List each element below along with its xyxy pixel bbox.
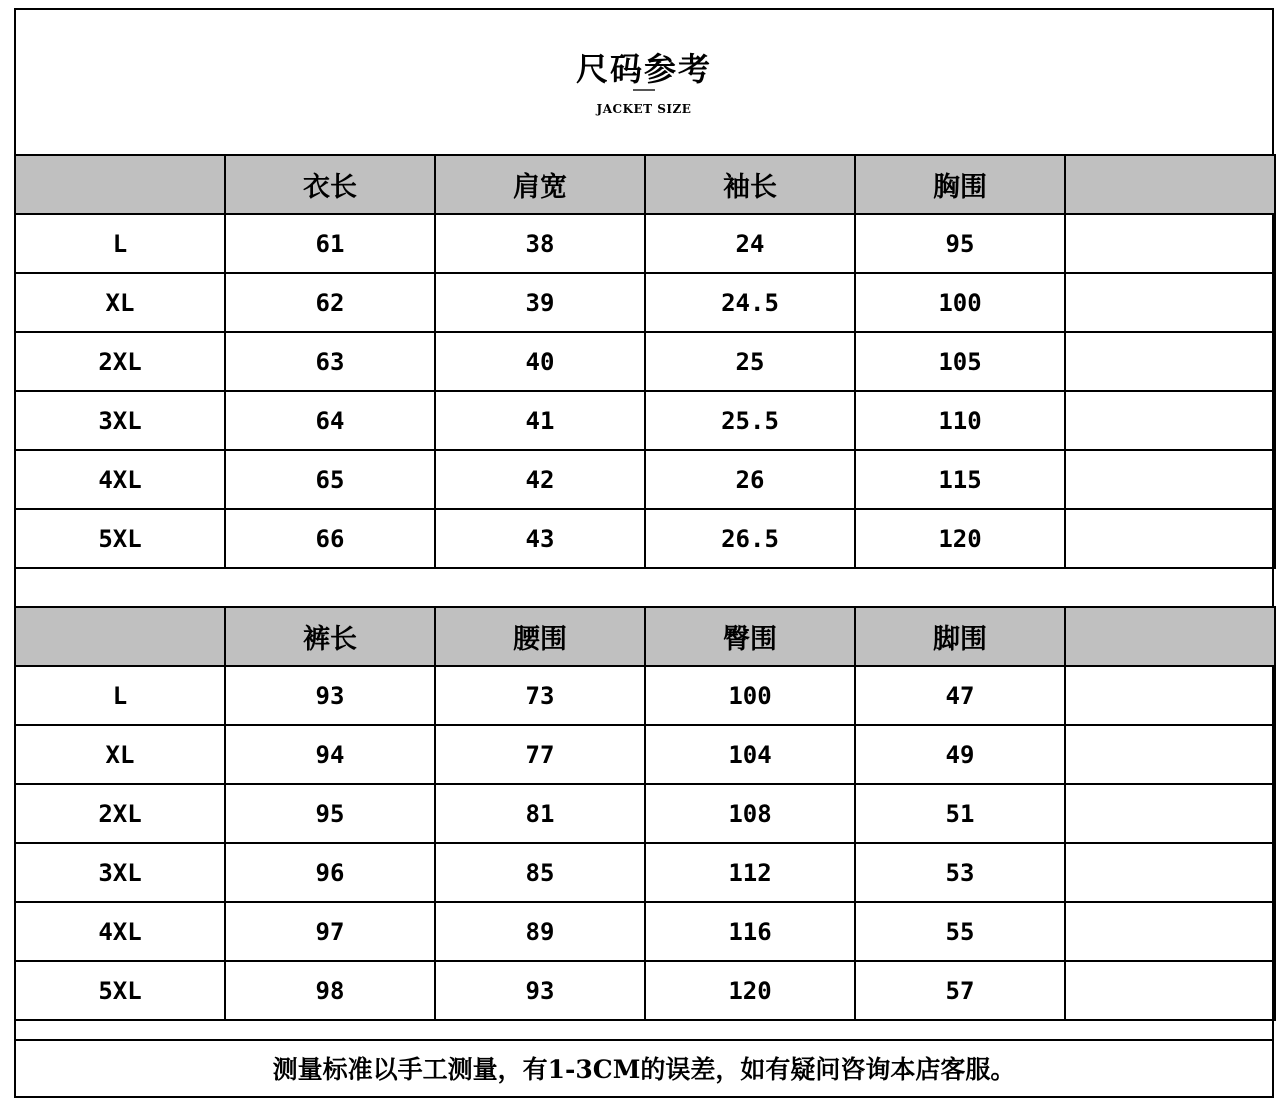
value-cell: 105 (855, 332, 1065, 391)
empty-cell (1065, 214, 1275, 273)
value-cell: 42 (435, 450, 645, 509)
empty-cell (1065, 391, 1275, 450)
header-cell-shoulder: 肩宽 (435, 155, 645, 214)
size-cell: 4XL (15, 902, 225, 961)
header-cell-leg-opening: 脚围 (855, 607, 1065, 666)
header-cell-size (15, 155, 225, 214)
value-cell: 47 (855, 666, 1065, 725)
value-cell: 93 (435, 961, 645, 1020)
value-cell: 38 (435, 214, 645, 273)
value-cell: 120 (855, 509, 1065, 568)
table-separator (16, 584, 1272, 606)
value-cell: 62 (225, 273, 435, 332)
value-cell: 63 (225, 332, 435, 391)
table-row (15, 391, 1275, 450)
value-cell: 40 (435, 332, 645, 391)
size-cell: 2XL (15, 332, 225, 391)
value-cell: 98 (225, 961, 435, 1020)
page-title: 尺码参考 (575, 50, 712, 88)
pants-size-table (14, 606, 1276, 1021)
measurement-note: 测量标准以手工测量，有1-3CM的误差，如有疑问咨询本店客服。 (16, 1039, 1272, 1098)
table-row (15, 784, 1275, 843)
header-cell-size (15, 607, 225, 666)
value-cell: 85 (435, 843, 645, 902)
page-subtitle: JACKET SIZE (596, 102, 692, 116)
value-cell: 51 (855, 784, 1065, 843)
size-cell: L (15, 666, 225, 725)
value-cell: 49 (855, 725, 1065, 784)
header-cell-chest: 胸围 (855, 155, 1065, 214)
value-cell: 77 (435, 725, 645, 784)
empty-cell (1065, 784, 1275, 843)
size-cell: 2XL (15, 784, 225, 843)
table-row (15, 961, 1275, 1020)
table-header-row (15, 607, 1275, 666)
empty-cell (1065, 666, 1275, 725)
empty-cell (1065, 273, 1275, 332)
table-row (15, 666, 1275, 725)
size-chart (14, 8, 1274, 1098)
size-cell: 4XL (15, 450, 225, 509)
value-cell: 96 (225, 843, 435, 902)
value-cell: 94 (225, 725, 435, 784)
value-cell: 100 (855, 273, 1065, 332)
value-cell: 81 (435, 784, 645, 843)
table-row (15, 273, 1275, 332)
value-cell: 97 (225, 902, 435, 961)
header-cell-waist: 腰围 (435, 607, 645, 666)
value-cell: 110 (855, 391, 1065, 450)
empty-cell (1065, 725, 1275, 784)
value-cell: 55 (855, 902, 1065, 961)
value-cell: 64 (225, 391, 435, 450)
size-cell: 3XL (15, 391, 225, 450)
size-cell: 5XL (15, 509, 225, 568)
value-cell: 57 (855, 961, 1065, 1020)
empty-cell (1065, 450, 1275, 509)
size-cell: XL (15, 273, 225, 332)
value-cell: 104 (645, 725, 855, 784)
value-cell: 43 (435, 509, 645, 568)
size-cell: XL (15, 725, 225, 784)
value-cell: 93 (225, 666, 435, 725)
value-cell: 112 (645, 843, 855, 902)
value-cell: 26.5 (645, 509, 855, 568)
value-cell: 108 (645, 784, 855, 843)
header-cell-empty (1065, 607, 1275, 666)
header-cell-empty (1065, 155, 1275, 214)
table-row (15, 725, 1275, 784)
table-header-row (15, 155, 1275, 214)
value-cell: 66 (225, 509, 435, 568)
table-row (15, 509, 1275, 568)
value-cell: 115 (855, 450, 1065, 509)
value-cell: 24 (645, 214, 855, 273)
value-cell: 120 (645, 961, 855, 1020)
size-cell: 5XL (15, 961, 225, 1020)
value-cell: 61 (225, 214, 435, 273)
size-cell: 3XL (15, 843, 225, 902)
value-cell: 73 (435, 666, 645, 725)
value-cell: 39 (435, 273, 645, 332)
value-cell: 65 (225, 450, 435, 509)
header-cell-pants-length: 裤长 (225, 607, 435, 666)
value-cell: 26 (645, 450, 855, 509)
empty-cell (1065, 843, 1275, 902)
value-cell: 25 (645, 332, 855, 391)
jacket-size-table (14, 154, 1276, 569)
empty-cell (1065, 332, 1275, 391)
value-cell: 25.5 (645, 391, 855, 450)
value-cell: 89 (435, 902, 645, 961)
table-row (15, 332, 1275, 391)
header-cell-hip: 臀围 (645, 607, 855, 666)
table-row (15, 450, 1275, 509)
empty-cell (1065, 961, 1275, 1020)
value-cell: 41 (435, 391, 645, 450)
empty-cell (1065, 509, 1275, 568)
title-divider (633, 89, 655, 91)
size-cell: L (15, 214, 225, 273)
table-row (15, 214, 1275, 273)
table-row (15, 902, 1275, 961)
value-cell: 24.5 (645, 273, 855, 332)
empty-cell (1065, 902, 1275, 961)
value-cell: 100 (645, 666, 855, 725)
value-cell: 53 (855, 843, 1065, 902)
value-cell: 116 (645, 902, 855, 961)
header-cell-length: 衣长 (225, 155, 435, 214)
value-cell: 95 (855, 214, 1065, 273)
value-cell: 95 (225, 784, 435, 843)
header-cell-sleeve: 袖长 (645, 155, 855, 214)
table-row (15, 843, 1275, 902)
chart-header (16, 10, 1272, 154)
